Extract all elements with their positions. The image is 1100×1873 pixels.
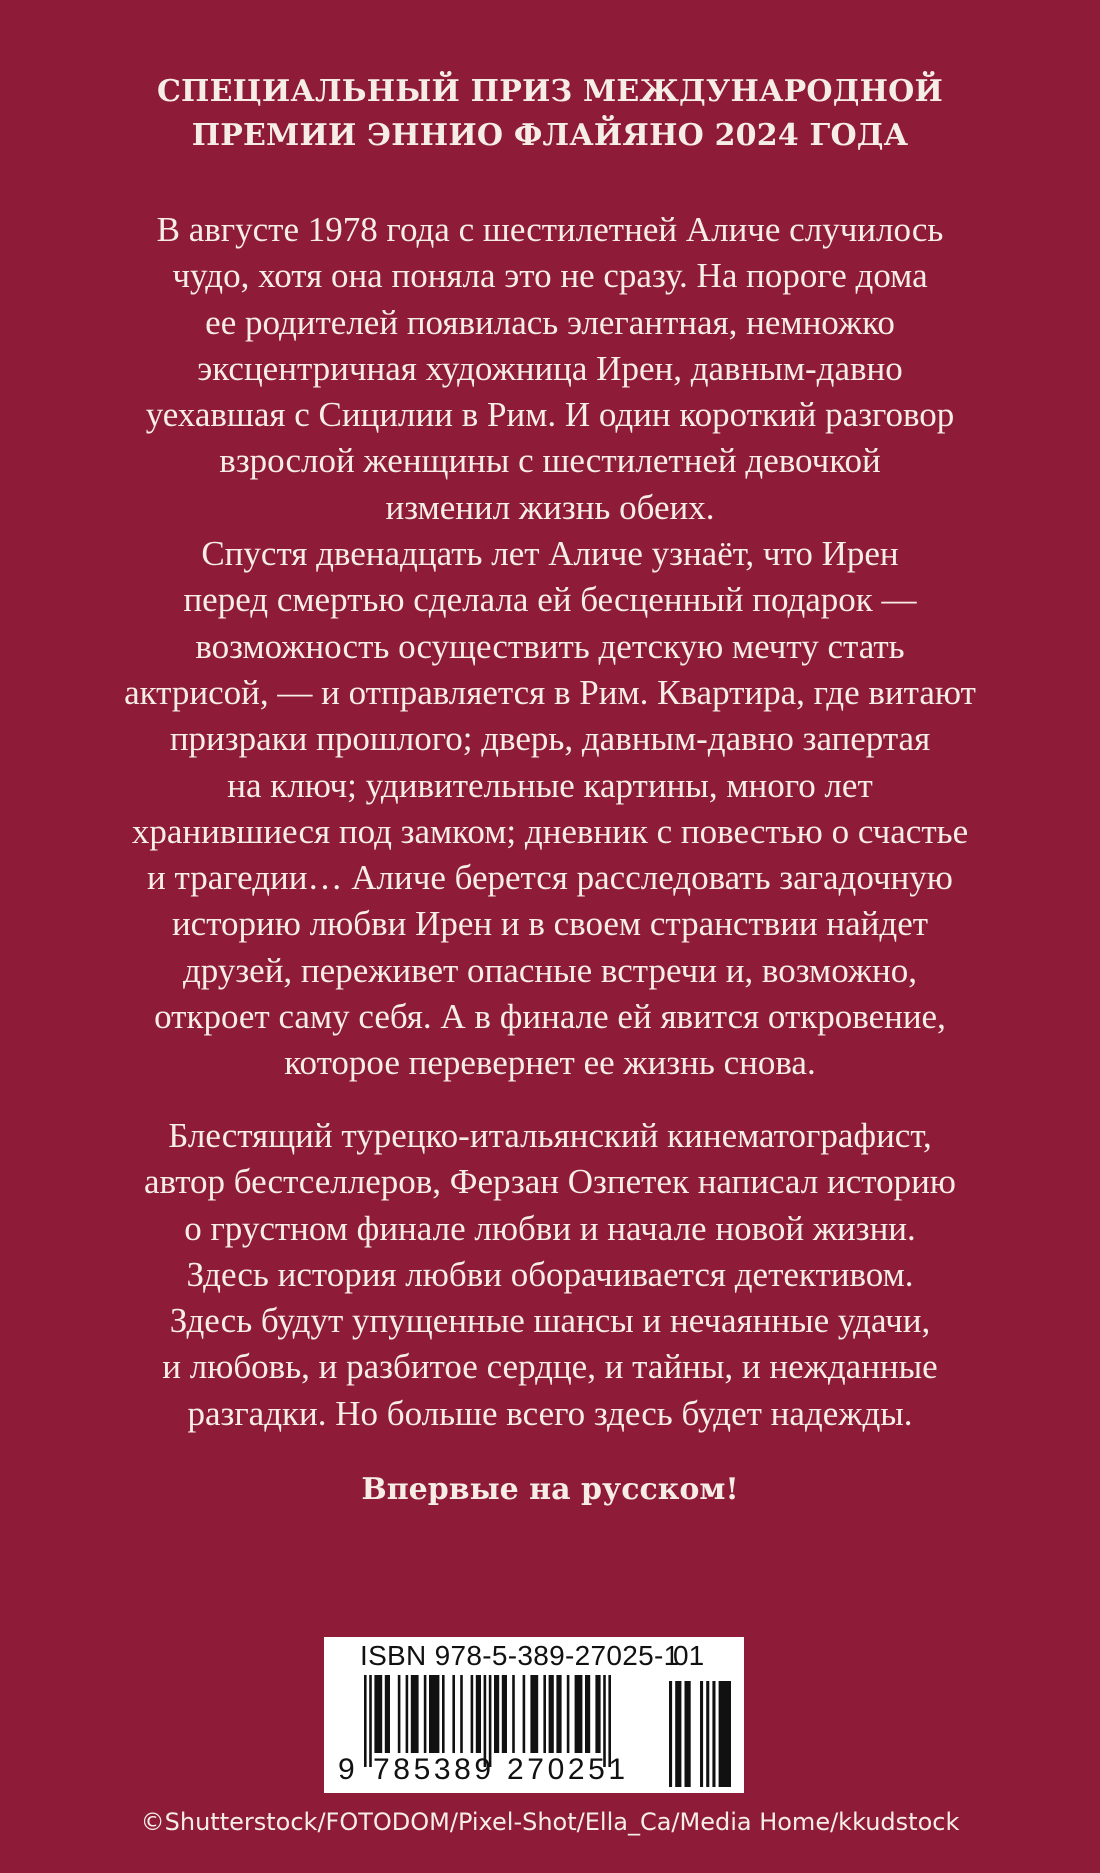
synopsis-line: призраки прошлого; дверь, давным-давно запертая xyxy=(169,719,931,759)
award-heading-line: ПРЕМИИ ЭННИО ФЛАЙЯНО 2024 ГОДА xyxy=(191,118,909,153)
about-line: и любовь, и разбитое сердце, и тайны, и нежданные xyxy=(162,1347,938,1387)
synopsis-line: хранившиеся под замком; дневник с повестью о счастье xyxy=(131,811,969,851)
barcode-bar xyxy=(452,1675,455,1753)
ean-first-digit: 9 xyxy=(338,1753,359,1786)
about-line: разгадки. Но больше всего здесь будет надежды. xyxy=(187,1393,913,1433)
about-line: автор бестселлеров, Ферзан Озпетек написал историю xyxy=(144,1162,956,1202)
synopsis-line: ее родителей появилась элегантная, немножко xyxy=(205,302,895,342)
about-line: Блестящий турецко-итальянский кинематографист, xyxy=(168,1116,932,1155)
synopsis-line: которое перевернет ее жизнь снова. xyxy=(284,1043,816,1083)
barcode-bar xyxy=(595,1675,600,1753)
barcode-bar xyxy=(575,1675,583,1753)
synopsis-line: друзей, переживет опасные встречи и, возможно, xyxy=(183,950,917,990)
synopsis-line: и трагедии… Аличе берется расследовать загадочную xyxy=(147,858,953,898)
barcode-bar xyxy=(471,1675,474,1753)
barcode-bar xyxy=(476,1675,481,1753)
synopsis-line: уехавшая с Сицилии в Рим. И один короткий разговор xyxy=(145,395,955,435)
photo-credits: ©Shutterstock/FOTODOM/Pixel-Shot/Ella_Ca/Media Home/kkudstock xyxy=(140,1808,960,1836)
about-line: Здесь будут упущенные шансы и нечаянные удачи, xyxy=(169,1301,931,1341)
synopsis-line: Спустя двенадцать лет Аличе узнаёт, что Ирен xyxy=(201,534,899,574)
synopsis-paragraph xyxy=(40,207,1060,1087)
synopsis-line: В августе 1978 года с шестилетней Аличе случилось xyxy=(156,210,944,249)
about-line: Здесь история любви оборачивается детективом. xyxy=(186,1254,914,1294)
barcode-bar xyxy=(549,1675,554,1753)
synopsis-line: возможность осуществить детскую мечту стать xyxy=(195,626,905,666)
barcode-bar xyxy=(385,1675,390,1753)
barcode-bar xyxy=(512,1675,515,1753)
synopsis-line: эксцентричная художница Ирен, давным-давно xyxy=(197,348,903,388)
synopsis-line: чудо, хотя она поняла это не сразу. На пороге дома xyxy=(172,256,928,296)
barcode-bar xyxy=(556,1675,561,1753)
barcode-bar xyxy=(406,1675,409,1753)
about-line: о грустном финале любви и начале новой жизни. xyxy=(184,1208,916,1248)
barcode-bar xyxy=(523,1675,526,1753)
isbn-addon-code: 01 xyxy=(673,1640,705,1671)
ean-digits xyxy=(324,1753,744,1793)
isbn-label: ISBN 978-5-389-27025-1 xyxy=(360,1640,680,1671)
barcode-bar xyxy=(530,1675,538,1753)
ean-left-group: 785389 xyxy=(373,1753,495,1786)
barcode-bar xyxy=(460,1675,463,1753)
barcode-bar xyxy=(398,1675,401,1753)
ean-right-group: 270251 xyxy=(507,1753,629,1786)
barcode-bar xyxy=(424,1675,427,1753)
synopsis-line: перед смертью сделала ей бесценный подарок — xyxy=(183,580,917,620)
barcode-bar xyxy=(374,1675,382,1753)
synopsis-line: изменил жизнь обеих. xyxy=(385,487,715,527)
barcode-bar xyxy=(543,1675,546,1753)
award-heading xyxy=(60,70,1040,158)
synopsis-line: на ключ; удивительные картины, много лет xyxy=(227,765,873,805)
about-author-paragraph xyxy=(40,1113,1060,1437)
synopsis-line: откроет саму себя. А в финале ей явится откровение, xyxy=(154,997,946,1037)
barcode-bar xyxy=(411,1675,419,1753)
barcode-bar xyxy=(585,1675,590,1753)
tagline: Впервые на русском! xyxy=(361,1472,739,1507)
award-heading-line: СПЕЦИАЛЬНЫЙ ПРИЗ МЕЖДУНАРОДНОЙ xyxy=(156,74,944,109)
barcode-bar xyxy=(567,1675,570,1753)
isbn-barcode xyxy=(324,1637,744,1793)
synopsis-line: историю любви Ирен и в своем странствии найдет xyxy=(171,904,929,944)
barcode-bar xyxy=(429,1675,439,1753)
synopsis-line: актрисой, — и отправляется в Рим. Квартира, где витают xyxy=(124,672,976,712)
synopsis-line: взрослой женщины с шестилетней девочкой xyxy=(219,441,881,481)
barcode-bar xyxy=(494,1675,499,1753)
barcode-bar xyxy=(442,1675,445,1753)
barcode-bar xyxy=(502,1675,507,1753)
